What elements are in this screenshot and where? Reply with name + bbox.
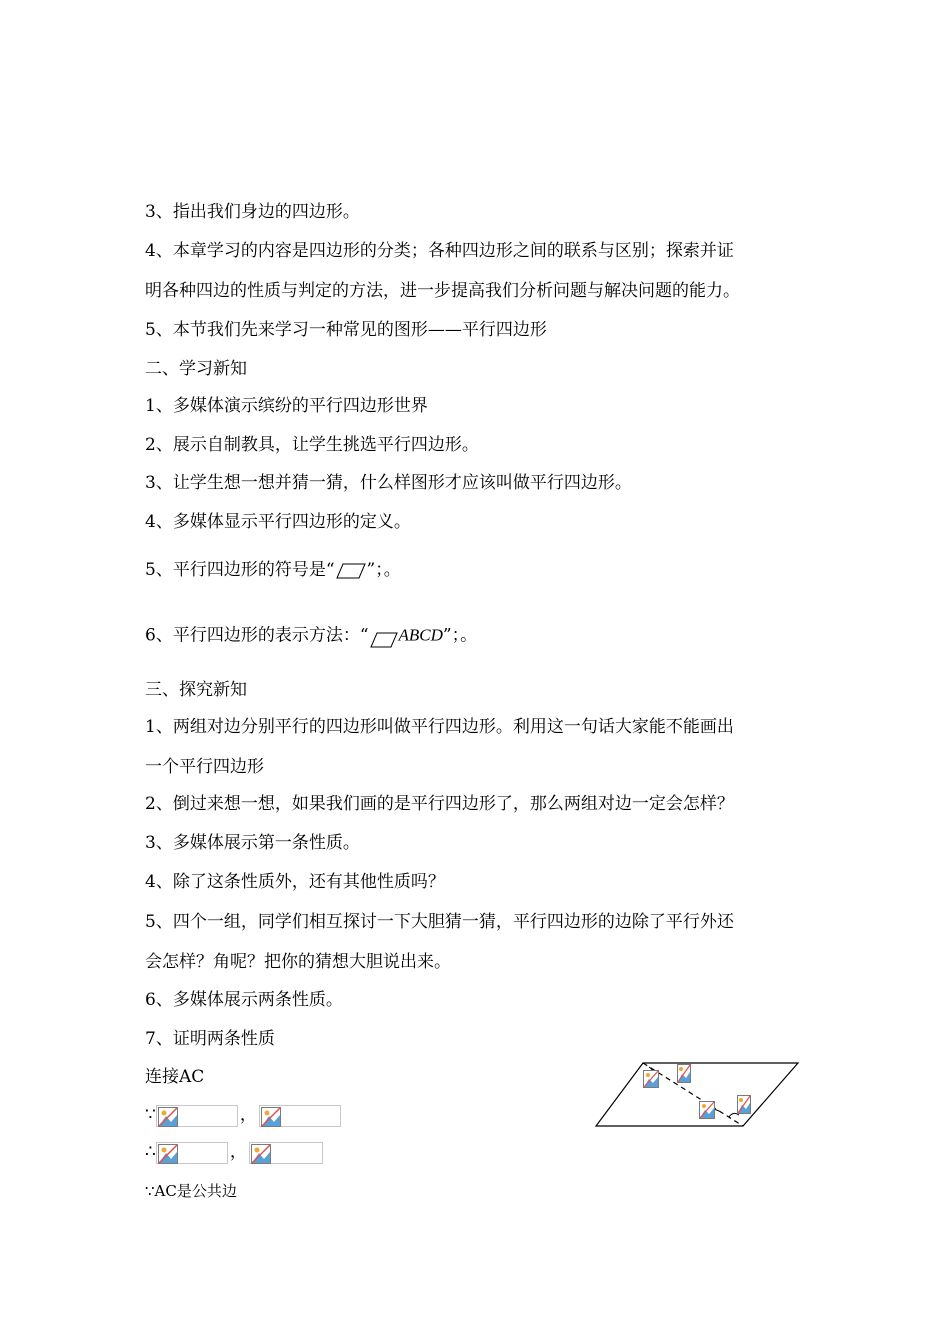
broken-image-icon	[158, 1144, 178, 1164]
text-line: 7、证明两条性质	[145, 1029, 275, 1049]
formula-image-placeholder	[156, 1142, 228, 1164]
therefore-row	[145, 1140, 323, 1164]
text-line: 3、指出我们身边的四边形。	[145, 202, 360, 222]
text-line: 1、两组对边分别平行的四边形叫做平行四边形。利用这一句话大家能不能画出	[145, 717, 734, 737]
text-line: 2、倒过来想一想，如果我们画的是平行四边形了，那么两组对边一定会怎样？	[145, 794, 734, 814]
text-line: 2、展示自制教具，让学生挑选平行四边形。	[145, 435, 479, 455]
formula-image-placeholder	[249, 1142, 323, 1164]
text-line: 5、本节我们先来学习一种常见的图形——平行四边形	[145, 320, 547, 340]
text-line: 连接AC	[145, 1067, 205, 1087]
section-heading: 三、探究新知	[145, 680, 247, 700]
symbol-line	[145, 559, 401, 582]
text-line: 1、多媒体演示缤纷的平行四边形世界	[145, 396, 428, 416]
broken-image-icon	[261, 1107, 281, 1127]
broken-image-icon	[738, 1096, 751, 1114]
text-line: 4、除了这条性质外，还有其他性质吗？	[145, 872, 445, 892]
parallelogram-outline	[596, 1063, 798, 1126]
section-heading: 二、学习新知	[145, 359, 247, 379]
text-line: 5、四个一组，同学们相互探讨一下大胆猜一猜，平行四边形的边除了平行外还	[145, 912, 734, 932]
therefore-symbol: ∴	[145, 1142, 156, 1162]
text-line: ∵AC是公共边	[145, 1182, 237, 1200]
parallelogram-icon	[369, 623, 399, 649]
notation-prefix: 6、平行四边形的表示方法：“	[145, 625, 369, 646]
notation-line	[145, 623, 477, 649]
formula-image-placeholder	[156, 1105, 238, 1127]
because-row	[145, 1103, 341, 1127]
broken-image-icon	[251, 1144, 271, 1164]
symbol-prefix: 5、平行四边形的符号是“	[145, 560, 335, 580]
text-line: 4、多媒体显示平行四边形的定义。	[145, 512, 411, 532]
formula-image-placeholder	[259, 1105, 341, 1127]
comma: ，	[239, 1105, 257, 1125]
text-line: 明各种四边的性质与判定的方法，进一步提高我们分析问题与解决问题的能力。	[145, 281, 740, 301]
symbol-suffix: ”；。	[366, 560, 401, 580]
parallelogram-diagram	[593, 1057, 803, 1129]
broken-image-icon	[644, 1071, 659, 1088]
text-line: 3、多媒体展示第一条性质。	[145, 833, 360, 853]
text-line: 会怎样？角呢？把你的猜想大胆说出来。	[145, 952, 451, 972]
text-line: 3、让学生想一想并猜一猜，什么样图形才应该叫做平行四边形。	[145, 473, 632, 493]
notation-suffix: ”；。	[442, 625, 478, 646]
text-line: 6、多媒体展示两条性质。	[145, 990, 343, 1010]
comma: ，	[229, 1142, 247, 1162]
broken-image-icon	[700, 1102, 715, 1119]
broken-image-icon	[158, 1107, 178, 1127]
parallelogram-icon	[335, 560, 367, 582]
text-line: 一个平行四边形	[145, 757, 264, 777]
broken-image-icon	[678, 1065, 691, 1083]
text-line: 4、本章学习的内容是四边形的分类；各种四边形之间的联系与区别；探索并证	[145, 241, 734, 261]
notation-abcd: ABCD	[398, 625, 443, 645]
because-symbol: ∵	[145, 1105, 156, 1125]
